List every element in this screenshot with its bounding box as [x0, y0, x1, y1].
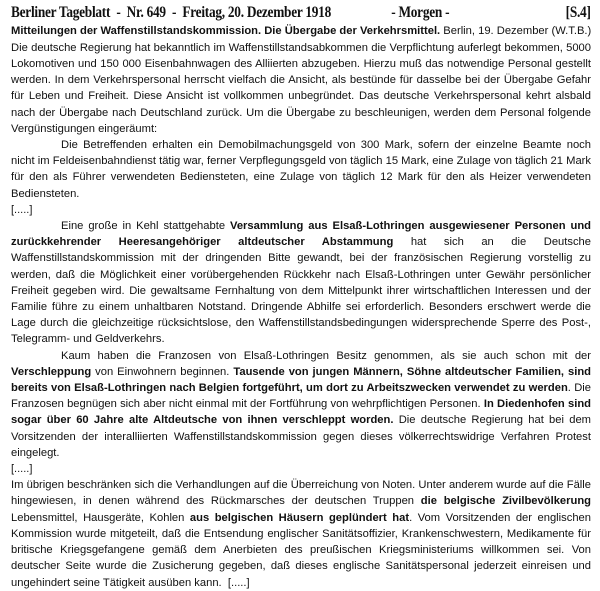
text-run: Eine große in Kehl stattgehabte: [61, 220, 230, 233]
text-run: Die deutsche Regierung hat bei dem Vorsitzenden der interalliierten Waffenstillstandskommission gegen dieses völkerrechtswidrige Verfahren Protest eingelegt.: [11, 414, 591, 459]
text-run: von Einwohnern beginnen.: [91, 365, 234, 378]
text-run: . Die Franzosen begnügen sich aber nicht einmal mit der Fortführung von wehrpflichtigen Personen.: [11, 382, 591, 411]
text-run: . Vom Vorsitzenden der englischen Kommission wurde mitgeteilt, daß die Entsendung englischer Sanitätsoffizier, Krankenschwestern, Medikamente für britische Kriegsgefangene gemäß dem Anerbieten des preußischen Kriegsministeriums willkommen sei. Von deutscher Seite wurde die Zusicherung gegeben, daß dieses englische Sanitätspersonal jederzeit einreisen und ungehindert seine Tätigkeit ausüben kann.: [11, 511, 592, 589]
emphasis: Tausende von jungen Männern, Söhne altdeutscher Familien, sind bereits von Elsaß-Lothringen nach Belgien fortgeführt, um dort zu Arbeitszwecken verwendet zu werden: [11, 365, 591, 395]
text-run: hat sich an die Deutsche Waffenstillstandskommission mit der dringenden Bitte gewandt, bei der französischen Regierung vorstellig zu werden, daß die Möglichkeit einer vorübergehenden Rückkehr nach Elsaß-Lothringen unter Gewähr persönlicher Freiheit gegeben wird. Die gewaltsame Fernhaltung von dem Mittelpunkt ihrer wirtschaftlichen Interessen und der Familie führe zu einem unhaltbaren Notstand. Dringende Abhilfe sei erforderlich. Besonders erschwert werde die Lage durch die gleichzeitige rücksichtslose, den Waffenstillstandsbedingungen widersprechende Sperre des Post-, Telegramm- und Geldverkehrs.: [11, 236, 592, 346]
article-headline: [11, 24, 591, 40]
omission-mark: [.....]: [11, 203, 33, 216]
omission-mark: [.....]: [11, 463, 33, 476]
emphasis: aus belgischen Häusern geplündert hat: [189, 511, 410, 524]
separator: -: [172, 4, 177, 21]
emphasis: die belgische Zivilbevölkerung: [420, 495, 591, 508]
emphasis: Versammlung aus Elsaß-Lothringen ausgewiesener Personen und zurückkehrender Heeresangehöriger altdeutscher Abstammung: [11, 220, 591, 249]
article-page: [11, 4, 591, 591]
headline-title: Mitteilungen der Waffenstillstandskommission. Die Übergabe der Verkehrsmittel.: [11, 25, 441, 37]
paragraph-2: Die Betreffenden erhalten ein Demobilmachungsgeld von 300 Mark, sofern der einzelne Beamte noch nicht im Feldeisenbahndienst tätig war, ferner Verpflegungsgeld von täglich 15 Mark, eine Zulage von täglich 21 Mark für den als Führer verwendeten Bediensteten, eine Zulage von täglich 12 Mark für den als Heizer verwendeten Bediensteten.: [11, 139, 591, 200]
omission-mark: [.....]: [221, 576, 250, 589]
issue-number: Nr. 649: [126, 4, 166, 21]
masthead: [11, 4, 591, 24]
text-run: Lebensmittel, Hausgeräte, Kohlen: [11, 511, 190, 524]
text-run: Kaum haben die Franzosen von Elsaß-Lothringen Besitz genommen, als sie auch schon mit der: [61, 349, 591, 362]
text-run: Im übrigen beschränken sich die Verhandlungen auf die Überreichung von Noten. Unter anderem wurde auf die Fälle hingewiesen, in denen während des Rückmarsches der deutschen Truppen: [11, 479, 591, 508]
paragraph-1: Die deutsche Regierung hat bekanntlich im Waffenstillstandsabkommen die Verpflichtung auferlegt bekommen, 5000 Lokomotiven und 150 000 Eisenbahnwagen des Alliierten abzugeben. Hierzu muß das notwendige Personal gestellt werden. In dem Verkehrspersonal herrscht vielfach die Ansicht, als bestünde für dasselbe bei der Übergabe Gefahr für Leben und Freiheit. Diese Ansicht ist vollkommen unbegründet. Das deutsche Verkehrspersonal kehrt alsbald nach der Übergabe nach Deutschland zurück. Um die Übergabe zu beschleunigen, werden dem Personal folgende Vergünstigungen eingeräumt:: [11, 41, 591, 135]
separator: -: [116, 4, 121, 21]
emphasis: In Diedenhofen sind sogar über 60 Jahre alte Altdeutsche von ihnen verschleppt worden.: [11, 398, 591, 427]
dateline: Berlin, 19. Dezember (W.T.B.): [440, 25, 592, 37]
paragraph-5: [11, 477, 591, 590]
page-number: [S.4]: [565, 4, 591, 21]
paragraph-3: [11, 218, 591, 348]
issue-date: Freitag, 20. Dezember 1918: [182, 4, 332, 21]
edition: - Morgen -: [391, 4, 450, 21]
newspaper-name: Berliner Tageblatt: [11, 4, 111, 21]
paragraph-4: [11, 348, 591, 461]
emphasis: Verschleppung: [11, 365, 92, 378]
